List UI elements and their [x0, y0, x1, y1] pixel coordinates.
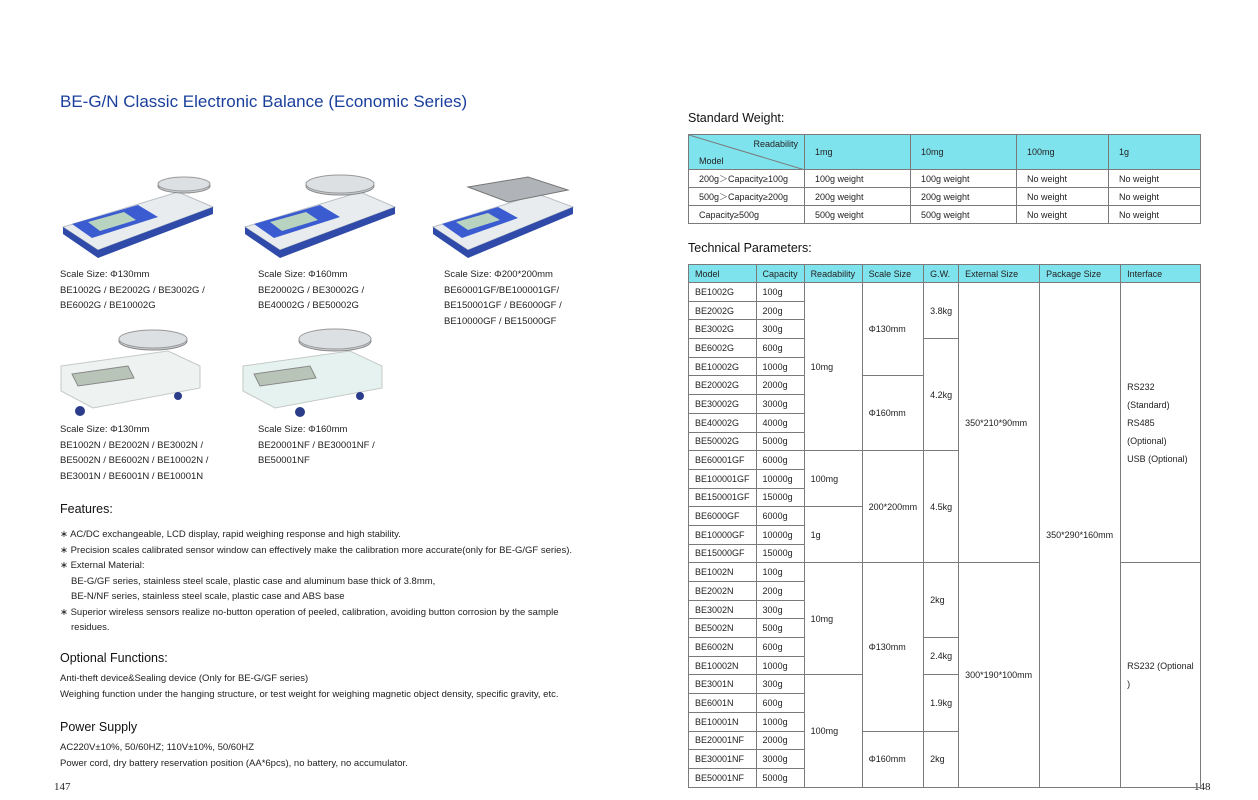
external-size-cell: 350*210*90mm [959, 283, 1040, 563]
model-cell: BE1002N [689, 563, 757, 582]
model-cell: BE6000GF [689, 507, 757, 526]
capacity-cell: 600g [756, 339, 804, 358]
model-cell: BE50002G [689, 432, 757, 451]
gw-cell: 1.9kg [924, 675, 959, 731]
col-header: G.W. [924, 265, 959, 283]
capacity-cell: 5000g [756, 768, 804, 787]
readability-cell: 10mg [804, 563, 862, 675]
scale-size-cell: Φ160mm [862, 731, 924, 787]
model-cell: BE40002G [689, 413, 757, 432]
capacity-cell: 100g [756, 563, 804, 582]
technical-heading: Technical Parameters: [688, 241, 812, 255]
model-cell: BE10000GF [689, 525, 757, 544]
capacity-cell: 15000g [756, 488, 804, 507]
balance-image-gf200 [428, 172, 578, 262]
scale-size-cell: 200*200mm [862, 451, 924, 563]
balance-image-n130 [58, 326, 208, 418]
readability-cell: 10mg [804, 283, 862, 451]
capacity-cell: 5000g [756, 432, 804, 451]
model-cell: BE30002G [689, 395, 757, 414]
capacity-cell: 100g [756, 283, 804, 302]
capacity-cell: 6000g [756, 507, 804, 526]
model-cell: BE20002G [689, 376, 757, 395]
capacity-cell: 300g [756, 320, 804, 339]
col-header: Interface [1121, 265, 1201, 283]
model-cell: BE6002G [689, 339, 757, 358]
gw-cell: 2.4kg [924, 638, 959, 675]
capacity-cell: 3000g [756, 750, 804, 769]
model-cell: BE3002N [689, 600, 757, 619]
readability-cell: 100mg [804, 675, 862, 787]
scale-size-cell: Φ130mm [862, 283, 924, 376]
capacity-cell: 200g [756, 301, 804, 320]
gw-cell: 2kg [924, 731, 959, 787]
table-row [689, 283, 1201, 302]
model-cell: BE60001GF [689, 451, 757, 470]
model-cell: BE20001NF [689, 731, 757, 750]
model-cell: BE10002N [689, 656, 757, 675]
product-caption: Scale Size: Φ130mm BE1002N / BE2002N / BE3002N / BE5002N / BE6002N / BE10002N / BE3001N / BE6001N / BE10001N [60, 424, 209, 482]
model-cell: BE2002G [689, 301, 757, 320]
power-heading: Power Supply [60, 720, 138, 734]
model-cell: BE15000GF [689, 544, 757, 563]
model-cell: BE3001N [689, 675, 757, 694]
col-header: Readability [804, 265, 862, 283]
power-list: AC220V±10%, 50/60HZ; 110V±10%, 50/60HZ Power cord, dry battery reservation position (AA*6pcs), no battery, no accumulator. [60, 742, 408, 769]
standard-weight-heading: Standard Weight: [688, 111, 785, 125]
table-row: Capacity≥500g 500g weight 500g weight No weight No weight [689, 206, 1201, 224]
gw-cell: 2kg [924, 563, 959, 638]
features-list: ∗ AC/DC exchangeable, LCD display, rapid weighing response and high stability. ∗ Precision scales calibrated sensor window can effectively make the calibration more accurate(only for BE-G/GF series). ∗ External Material: BE-G/GF series, stainless steel scale, plastic case and aluminum base thick of 3.8mm, BE-N/NF series, stainless steel scale, plastic case and ABS base ∗ Superior wireless sensors realize no-button operation of peeled, calibration, avoiding button corrosion by the sample residues. [60, 529, 573, 633]
optional-heading: Optional Functions: [60, 651, 168, 665]
product-caption: Scale Size: Φ130mm BE1002G / BE2002G / BE3002G / BE6002G / BE10002G [60, 269, 205, 311]
product-caption: Scale Size: Φ160mm BE20002G / BE30002G / BE40002G / BE50002G [258, 269, 365, 311]
model-cell: BE30001NF [689, 750, 757, 769]
table-row: 200g＞Capacity≥100g 100g weight 100g weight No weight No weight [689, 170, 1201, 188]
scale-size-cell: Φ130mm [862, 563, 924, 731]
col-header: Model [689, 265, 757, 283]
product-caption: Scale Size: Φ160mm BE20001NF / BE30001NF / BE50001NF [258, 424, 375, 466]
col-header: Scale Size [862, 265, 924, 283]
balance-image-g160 [240, 172, 400, 262]
col-header: External Size [959, 265, 1040, 283]
capacity-cell: 1000g [756, 712, 804, 731]
model-cell: BE10001N [689, 712, 757, 731]
technical-table [688, 264, 1201, 788]
table-row: 500g＞Capacity≥200g 200g weight 200g weight No weight No weight [689, 188, 1201, 206]
corner-top-label: Readability [753, 139, 798, 149]
table-row [689, 563, 1201, 582]
external-size-cell: 300*190*100mm [959, 563, 1040, 787]
features-heading: Features: [60, 502, 113, 516]
page-title: BE-G/N Classic Electronic Balance (Economic Series) [60, 92, 468, 111]
capacity-cell: 2000g [756, 376, 804, 395]
model-cell: BE6001N [689, 694, 757, 713]
readability-cell: 1g [804, 507, 862, 563]
capacity-cell: 1000g [756, 656, 804, 675]
gw-cell: 4.2kg [924, 339, 959, 451]
balance-image-nf160 [240, 326, 390, 418]
corner-cell [689, 135, 805, 170]
capacity-cell: 1000g [756, 357, 804, 376]
capacity-cell: 200g [756, 582, 804, 601]
capacity-cell: 10000g [756, 525, 804, 544]
corner-bottom-label: Model [699, 156, 724, 166]
model-cell: BE10002G [689, 357, 757, 376]
capacity-cell: 2000g [756, 731, 804, 750]
capacity-cell: 15000g [756, 544, 804, 563]
interface-cell: RS232 (Standard) RS485 (Optional) USB (Optional) [1121, 283, 1201, 563]
model-cell: BE150001GF [689, 488, 757, 507]
scale-size-cell: Φ160mm [862, 376, 924, 451]
readability-cell: 100mg [804, 451, 862, 507]
optional-list: Anti-theft device&Sealing device (Only for BE-G/GF series) Weighing function under the hanging structure, or test weight for weighing magnetic object density, specific gravity, etc. [60, 673, 559, 700]
capacity-cell: 4000g [756, 413, 804, 432]
col-header: 1mg [805, 135, 911, 170]
col-header: 10mg [910, 135, 1016, 170]
interface-cell: RS232 (Optional ) [1121, 563, 1201, 787]
col-header: 1g [1108, 135, 1200, 170]
model-cell: BE5002N [689, 619, 757, 638]
capacity-cell: 10000g [756, 469, 804, 488]
capacity-cell: 600g [756, 694, 804, 713]
col-header: Capacity [756, 265, 804, 283]
standard-weight-table [688, 134, 1201, 224]
model-cell: BE3002G [689, 320, 757, 339]
capacity-cell: 300g [756, 675, 804, 694]
page-number-right: 148 [1194, 781, 1211, 793]
gw-cell: 4.5kg [924, 451, 959, 563]
model-cell: BE1002G [689, 283, 757, 302]
capacity-cell: 300g [756, 600, 804, 619]
capacity-cell: 6000g [756, 451, 804, 470]
package-size-cell: 350*290*160mm [1040, 283, 1121, 788]
model-cell: BE6002N [689, 638, 757, 657]
model-cell: BE100001GF [689, 469, 757, 488]
page-number-left: 147 [54, 781, 71, 793]
capacity-cell: 600g [756, 638, 804, 657]
balance-image-g130 [58, 172, 218, 262]
col-header: 100mg [1016, 135, 1108, 170]
gw-cell: 3.8kg [924, 283, 959, 339]
capacity-cell: 500g [756, 619, 804, 638]
col-header: Package Size [1040, 265, 1121, 283]
capacity-cell: 3000g [756, 395, 804, 414]
model-cell: BE50001NF [689, 768, 757, 787]
model-cell: BE2002N [689, 582, 757, 601]
product-caption: Scale Size: Φ200*200mm BE60001GF/BE100001GF/ BE150001GF / BE6000GF / BE10000GF / BE15000GF [444, 269, 562, 327]
